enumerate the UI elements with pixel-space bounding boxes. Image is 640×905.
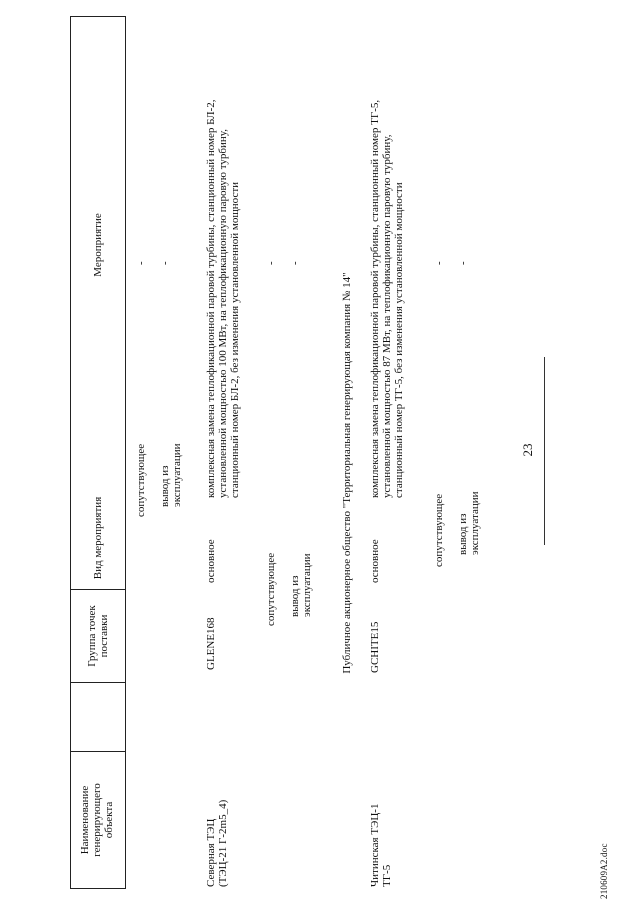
severnaya-row-3-type-line: эксплуатации (301, 553, 313, 617)
severnaya-desc-line: комплексная замена теплофикационной паровой турбины, станционный номер БЛ-2, (205, 99, 217, 498)
cont-row-2-type-line: эксплуатации (171, 443, 183, 507)
chitinskaya-desc-line: станционный номер ТГ-5, без изменения установленной мощности (393, 182, 405, 498)
header-delivery-group (86, 591, 110, 681)
header-object-name (79, 753, 115, 887)
cont-row-1-dash: - (135, 261, 147, 265)
severnaya-row-2-type: сопутствующее (265, 552, 277, 626)
header-object-name-line: генерирующего (91, 783, 103, 857)
header-object-name-line: объекта (103, 801, 115, 839)
severnaya-object-name (205, 800, 229, 887)
severnaya-delivery-group: GLENE168 (205, 617, 217, 670)
severnaya-row-3-type (289, 554, 313, 618)
chitinskaya-row-2-dash: - (433, 261, 445, 265)
header-delivery-group-line: поставки (98, 614, 110, 658)
cont-row-1-type: сопутствующее (135, 443, 147, 517)
header-object-name-line: Наименование (79, 785, 91, 855)
header-activity: Мероприятие (92, 213, 104, 277)
chitinskaya-desc-line: установленной мощностью 87 МВт, на теплофикационную паровую турбину, (381, 134, 393, 498)
severnaya-desc-line: станционный номер БЛ-2, без изменения установленной мощности (229, 181, 241, 498)
col-divider-2 (70, 682, 126, 683)
document-code: 210609A2.doc (599, 843, 609, 899)
chitinskaya-delivery-group: GCHITE15 (369, 621, 381, 673)
table-top-border (70, 17, 71, 889)
chitinskaya-main-activity-type: основное (369, 539, 381, 583)
chitinskaya-name-line: ТГ-5 (381, 864, 393, 887)
col-divider-1 (70, 751, 126, 752)
header-activity-type: Вид мероприятия (92, 496, 104, 580)
chitinskaya-main-activity (369, 100, 405, 498)
severnaya-main-activity-type: основное (205, 539, 217, 583)
chitinskaya-row-3-type (457, 492, 481, 556)
severnaya-row-3-dash: - (289, 261, 301, 265)
chitinskaya-row-2-type: сопутствующее (433, 493, 445, 567)
severnaya-row-2-dash: - (265, 261, 277, 265)
severnaya-desc-line: установленной мощностью 100 МВт, на теплофикационную паровую турбину, (217, 129, 229, 498)
col-divider-left (70, 888, 126, 889)
chitinskaya-row-3-type-line: вывод из (457, 513, 469, 555)
header-delivery-group-line: Группа точек (86, 605, 98, 667)
section-title: Публичное акционерное общество "Территориальная генерирующая компания № 14" (341, 272, 353, 674)
page-number: 23 (520, 443, 535, 457)
cont-row-2-type-line: вывод из (159, 465, 171, 507)
col-divider-3 (70, 589, 126, 590)
severnaya-name-line: Северная ТЭЦ (205, 818, 217, 887)
chitinskaya-desc-line: комплексная замена теплофикационной паровой турбины, станционный номер ТГ-5, (369, 99, 381, 498)
cont-row-2-type (159, 444, 183, 508)
chitinskaya-name-line: Читинская ТЭЦ-1 (369, 803, 381, 887)
chitinskaya-row-3-type-line: эксплуатации (469, 491, 481, 555)
col-divider-right (70, 16, 126, 17)
table-header-bottom-border (125, 17, 126, 889)
severnaya-main-activity (205, 99, 241, 498)
severnaya-row-3-type-line: вывод из (289, 575, 301, 617)
chitinskaya-object-name (369, 804, 393, 887)
chitinskaya-row-3-dash: - (457, 261, 469, 265)
severnaya-name-line: (ТЭЦ-21 Г-2m5_4) (217, 799, 229, 887)
cont-row-2-dash: - (159, 261, 171, 265)
closing-line (544, 357, 545, 545)
